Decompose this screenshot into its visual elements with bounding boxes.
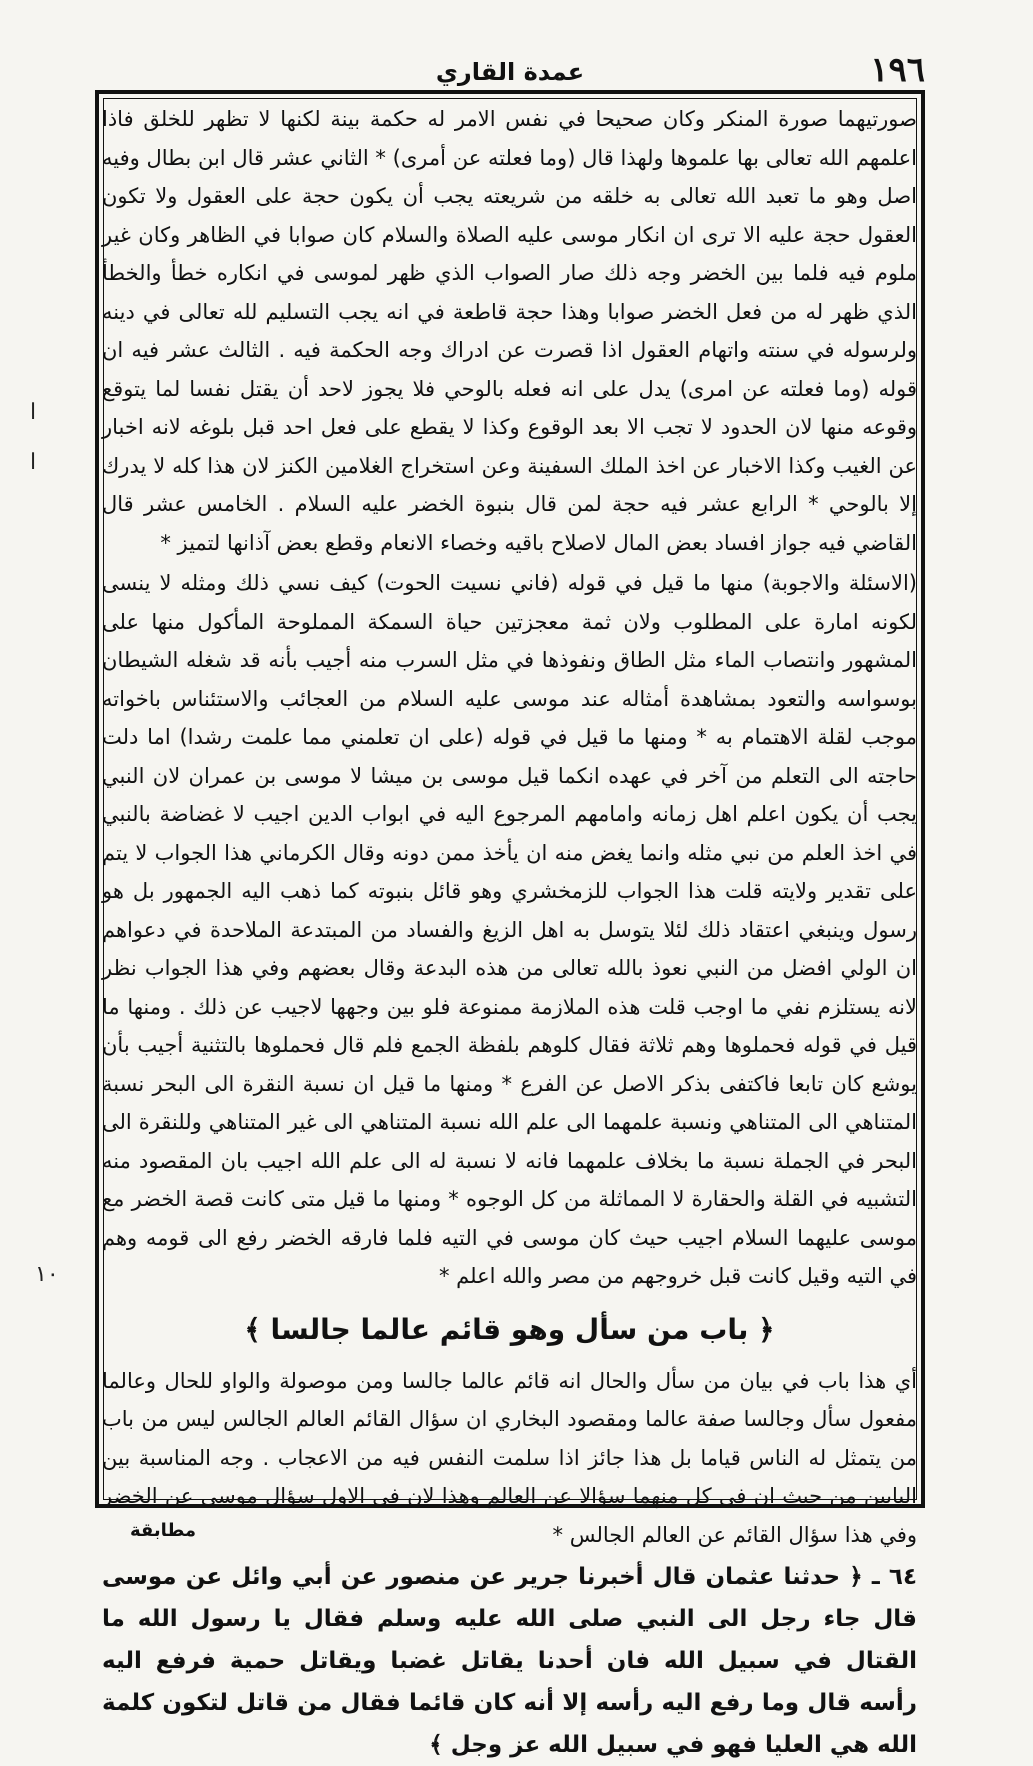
margin-note: ا — [30, 450, 37, 475]
body-paragraph: صورتيهما صورة المنكر وكان صحيحا في نفس الامر له حكمة بينة لكنها لا تظهر للخلق فاذا اعلمهم الله تعالى بها علموها ولهذا قال (وما فعلته عن أمرى) * الثاني عشر قال ابن بطال وفيه اصل وهو ما تعبد الله تعالى به خلقه من شريعته يجب أن يكون حجة على العقول ولا تكون العقول حجة عليه الا ترى ان انكار موسى عليه الصلاة والسلام كان صوابا في الظاهر وكان غير ملوم فيه فلما بين الخضر وجه ذلك صار الصواب الذي ظهر لموسى في انكاره خطأ والخطأ الذي ظهر له من فعل الخضر صوابا وهذا حجة قاطعة في انه يجب التسليم لله تعالى في دينه ولرسوله في سنته واتهام العقول اذا قصرت عن ادراك وجه الحكمة فيه . الثالث عشر فيه ان قوله (وما فعلته عن امرى) يدل على انه فعله بالوحي فلا يجوز لاحد أن يقتل نفسا لما يتوقع وقوعه منها لان الحدود لا تجب الا بعد الوقوع وكذا لا يقطع على فعل احد قبل بلوغه لانه اخبار عن الغيب وكذا الاخبار عن اخذ الملك السفينة وعن استخراج الغلامين الكنز لان هذا كله لا يدرك إلا بالوحي * الرابع عشر فيه حجة لمن قال بنبوة الخضر عليه السلام . الخامس عشر قال القاضي فيه جواز افساد بعض المال لاصلاح باقيه وخصاء الانعام وقطع بعض آذانها لتميز * — [102, 107, 917, 555]
footer-catchword: مطابقة — [130, 1520, 197, 1541]
running-title: عمدة القاري — [435, 58, 585, 86]
main-text — [102, 100, 917, 1766]
hadith-text: ٦٤ ـ ﴿ حدثنا عثمان قال أخبرنا جرير عن منصور عن أبي وائل عن موسى قال جاء رجل الى النبي صلى الله عليه وسلم فقال يا رسول الله ما القتال في سبيل الله فان أحدنا يقاتل غضبا ويقاتل حمية فرفع اليه رأسه قال وما رفع اليه رأسه إلا أنه كان قائما فقال من قاتل لتكون كلمة الله هي العليا فهو في سبيل الله عز وجل ﴾ — [102, 1564, 917, 1758]
margin-note: ١٠ — [35, 1262, 59, 1287]
chapter-commentary: أي هذا باب في بيان من سأل والحال انه قائم عالما جالسا ومن موصولة والواو للحال وعالما مفعول سأل وجالسا صفة عالما ومقصود البخاري ان سؤال القائم العالم الجالس ليس من باب من يتمثل له الناس قياما بل هذا جائز اذا سلمت النفس فيه من الاعجاب . وجه المناسبة بين البابين من حيث ان في كل منهما سؤالا عن العالم وهذا لان في الاول سؤال موسى عن الخضر وفي هذا سؤال القائم عن العالم الجالس * — [102, 1368, 917, 1547]
margin-note: ا — [30, 400, 37, 425]
page-number: ١٩٦ — [870, 50, 925, 90]
questions-answers-paragraph: (الاسئلة والاجوبة) منها ما قيل في قوله (فاني نسيت الحوت) كيف نسي ذلك ومثله لا ينسى لكونه امارة على المطلوب ولان ثمة معجزتين حياة السمكة المملوحة المأكول منها على المشهور وانتصاب الماء مثل الطاق ونفوذها في مثل السرب منه أجيب بأنه قد شغله الشيطان بوسواسه والتعود بمشاهدة أمثاله عند موسى عليه السلام من العجائب والاستئناس باخواته موجب لقلة الاهتمام به * ومنها ما قيل في قوله (على ان تعلمني مما علمت رشدا) اما دلت حاجته الى التعلم من آخر في عهده انكما قيل موسى بن ميشا لا موسى بن عمران لان النبي يجب أن يكون اعلم اهل زمانه وامامهم المرجوع اليه في ابواب الدين اجيب لا غضاضة بالنبي في اخذ العلم من نبي مثله وانما يغض منه ان يأخذ ممن دونه وقال الكرماني هذا الجواب لا يتم على تقدير ولايته قلت هذا الجواب للزمخشري وهو قائل بنبوته كما ذهب اليه الجمهور بل هو رسول وينبغي اعتقاد ذلك لئلا يتوسل به اهل الزيغ والفساد من المبتدعة الملاحدة في دعواهم ان الولي افضل من النبي نعوذ بالله تعالى من هذه البدعة وقال بعضهم وفي هذا الجواب نظر لانه يستلزم نفي ما اوجب قلت هذه الملازمة ممنوعة فلو بين وجهها لاجيب عن ذلك . ومنها ما قيل في قوله فحملوها وهم ثلاثة فقال كلوهم بلفظة الجمع فلم قال فحملوها بالتثنية أجيب بأن يوشع كان تابعا فاكتفى بذكر الاصل عن الفرع * ومنها ما قيل ان نسبة النقرة الى البحر نسبة المتناهي الى المتناهي ونسبة علمهما الى علم الله نسبة المتناهي الى غير المتناهي وللنقرة الى البحر في الجملة نسبة ما بخلاف علمهما فانه لا نسبة له الى علم الله اجيب بان المقصود منه التشبيه في القلة والحقارة لا المماثلة من كل الوجوه * ومنها ما قيل متى كانت قصة الخضر مع موسى عليهما السلام اجيب حيث كان موسى في التيه فلما فارقه الخضر رفع الى قومه وهم في التيه وقيل كانت قبل خروجهم من مصر والله اعلم * — [102, 571, 917, 1288]
chapter-heading: ﴿ باب من سأل وهو قائم عالما جالسا ﴾ — [244, 1312, 775, 1346]
page-header — [95, 48, 925, 88]
